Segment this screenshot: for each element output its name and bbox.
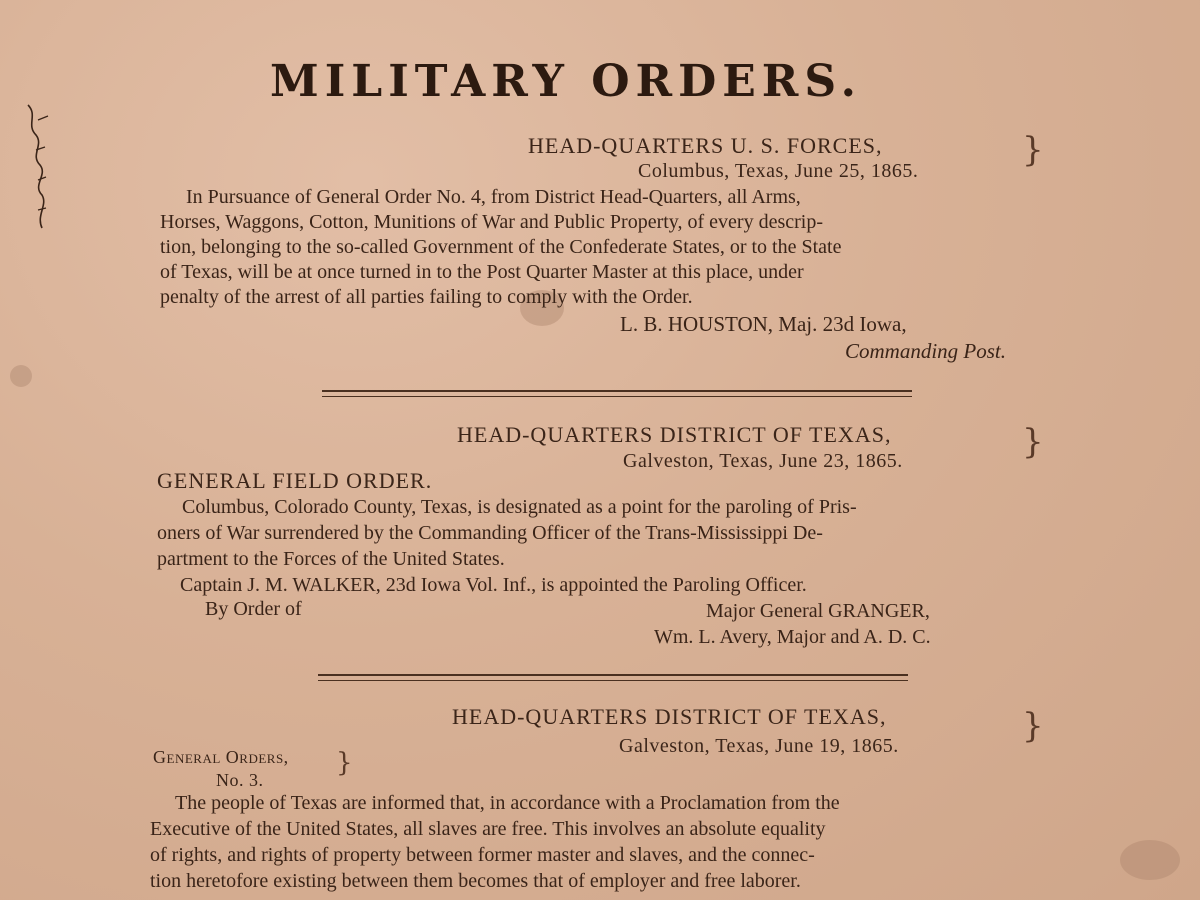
section-divider — [322, 390, 912, 397]
order1-line: tion, belonging to the so-called Government of the Confederate States, or to the State — [160, 236, 842, 258]
order3-line: tion heretofore existing between them becomes that of employer and free laborer. — [150, 870, 801, 892]
order3-line: Executive of the United States, all slaves are free. This involves an absolute equality — [150, 818, 826, 840]
order1-line: Horses, Waggons, Cotton, Munitions of War and Public Property, of every descrip- — [160, 211, 823, 233]
order1-line: In Pursuance of General Order No. 4, from District Head-Quarters, all Arms, — [186, 186, 801, 208]
handwritten-margin-note — [8, 100, 68, 240]
page-title: MILITARY ORDERS. — [270, 56, 862, 107]
order2-adc: Wm. L. Avery, Major and A. D. C. — [654, 626, 931, 648]
order2-general: Major General GRANGER, — [706, 600, 930, 622]
order1-line: of Texas, will be at once turned in to the Post Quarter Master at this place, under — [160, 261, 804, 283]
brace-icon: } — [336, 748, 353, 778]
order3-line: The people of Texas are informed that, in accordance with a Proclamation from the — [175, 792, 840, 814]
order2-line: Columbus, Colorado County, Texas, is designated as a point for the paroling of Pris- — [182, 496, 857, 518]
order1-signature: L. B. HOUSTON, Maj. 23d Iowa, — [620, 312, 907, 336]
order1-signature-title: Commanding Post. — [845, 339, 1007, 363]
brace-icon: } — [1022, 706, 1044, 746]
order2-line: partment to the Forces of the United States. — [157, 548, 505, 570]
order2-by-order: By Order of — [205, 598, 302, 620]
order2-appointment: Captain J. M. WALKER, 23d Iowa Vol. Inf., is appointed the Paroling Officer. — [180, 574, 807, 596]
order3-heading: General Orders, — [153, 747, 289, 767]
stain-spot — [10, 365, 32, 387]
order2-location: Galveston, Texas, June 23, 1865. — [623, 450, 903, 472]
order1-headquarters: HEAD-QUARTERS U. S. FORCES, — [528, 133, 883, 158]
order2-headquarters: HEAD-QUARTERS DISTRICT OF TEXAS, — [457, 422, 892, 447]
order3-number: No. 3. — [216, 770, 264, 790]
order2-line: oners of War surrendered by the Commanding Officer of the Trans-Mississippi De- — [157, 522, 823, 544]
stain-spot — [1120, 840, 1180, 880]
brace-icon: } — [1022, 130, 1044, 170]
order2-heading: GENERAL FIELD ORDER. — [157, 468, 433, 493]
order3-location: Galveston, Texas, June 19, 1865. — [619, 735, 899, 757]
order3-headquarters: HEAD-QUARTERS DISTRICT OF TEXAS, — [452, 704, 887, 729]
order1-location: Columbus, Texas, June 25, 1865. — [638, 160, 919, 182]
order3-line: of rights, and rights of property between former master and slaves, and the connec- — [150, 844, 815, 866]
order1-line: penalty of the arrest of all parties failing to comply with the Order. — [160, 286, 693, 308]
brace-icon: } — [1022, 422, 1044, 462]
section-divider — [318, 674, 908, 681]
